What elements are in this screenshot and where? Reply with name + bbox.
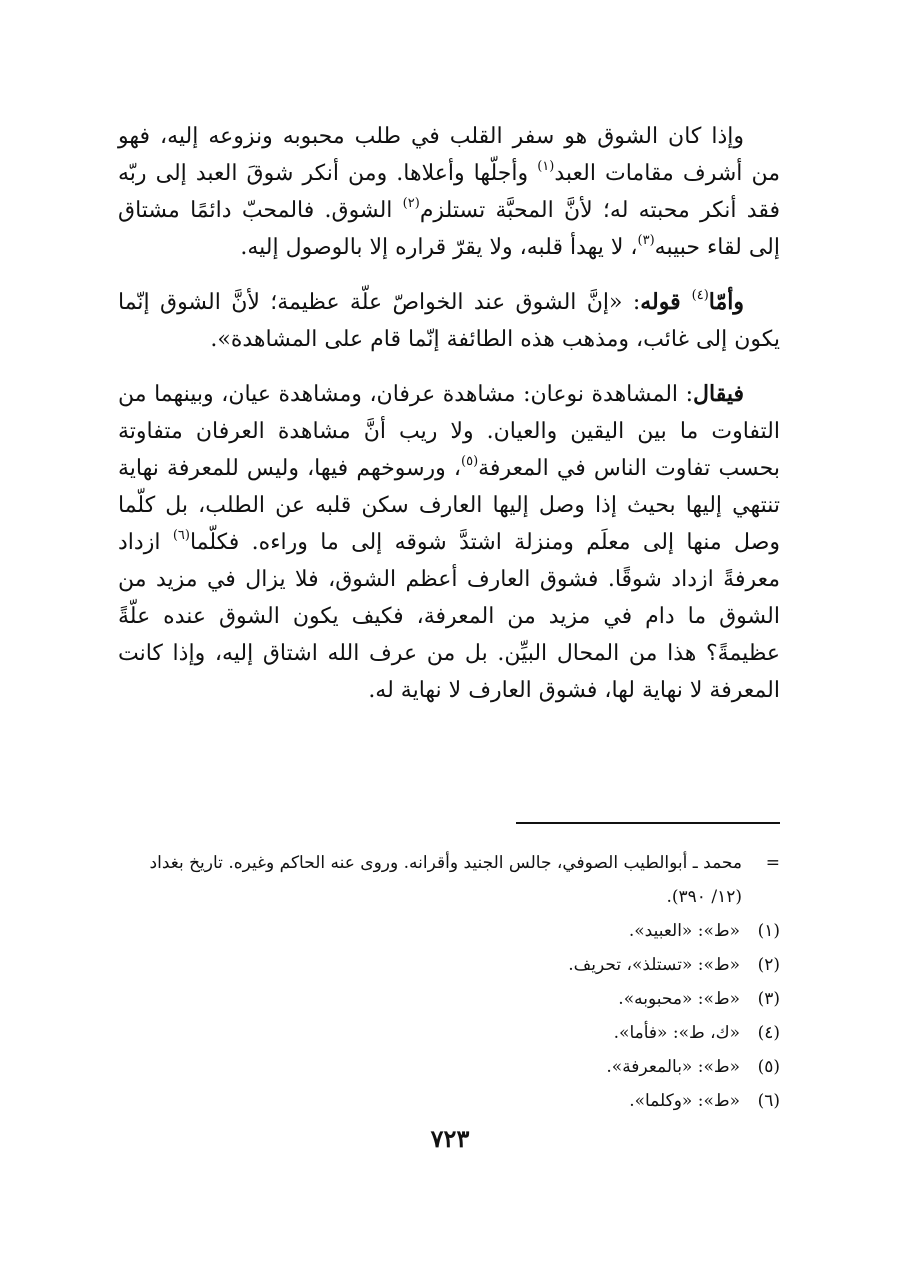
text-run: ، ورسوخهم فيها، وليس للمعرفة نهاية تنتهي إليها بحيث إذا وصل إليها العارف سكن قلبه عن الطلب، بل كلّما وصل منها إلى معلَم ومنزلة اشتدَّ شوقه إلى ما وراءه. فكلّما (118, 456, 781, 555)
footnotes (118, 846, 780, 1118)
lead-word: قوله (640, 289, 692, 315)
footnote-item (118, 1050, 780, 1084)
text-run: : «إنَّ الشوق عند الخواصّ علّة عظيمة؛ لأنَّ الشوق إنّما يكون إلى غائب، ومذهب هذه الطائفة إنّما قام على المشاهدة». (118, 290, 780, 352)
footnote-number: (٦) (757, 1091, 780, 1111)
footnote-divider (516, 822, 780, 824)
footnote-item (118, 982, 780, 1016)
text-run: وإذا كان الشوق هو سفر القلب في طلب محبوبه ونزوعه إليه، فهو من أشرف مقامات العبد (118, 124, 780, 186)
footnote-number: (٢) (757, 955, 780, 975)
lead-word: وأمّا (708, 289, 744, 315)
footnote-item (118, 1084, 780, 1118)
text-run: وأجلّها وأعلاها. ومن أنكر شوقَ العبد إلى ربّه فقد أنكر محبته له؛ لأنَّ المحبَّة تستلزم (118, 161, 780, 223)
lead-word: فيقال (693, 381, 744, 407)
footnote-number: (١) (757, 921, 780, 941)
footnote-item (118, 914, 780, 948)
footnote-ref-3: (٣) (637, 232, 655, 248)
footnote-number: (٥) (757, 1057, 780, 1077)
footnote-ref-6: (٦) (172, 527, 190, 543)
footnote-text: محمد ـ أبوالطيب الصوفي، جالس الجنيد وأقرانه. وروى عنه الحاكم وغيره. تاريخ بغداد (١٢/ ٣٩٠). (149, 853, 742, 907)
footnote-ref-1: (١) (537, 158, 555, 174)
footnote-continuation (118, 846, 780, 914)
footnote-item (118, 1016, 780, 1050)
paragraph-2 (118, 284, 780, 358)
footnote-ref-2: (٢) (402, 195, 420, 211)
continuation-mark: = (765, 853, 780, 873)
footnote-item (118, 948, 780, 982)
footnote-text: «ط»: «تستلذ»، تحريف. (568, 955, 740, 975)
text-run: : المشاهدة نوعان: مشاهدة عرفان، ومشاهدة عيان، وبينهما من التفاوت ما بين اليقين والعيان. ولا ريب أنَّ مشاهدة العرفان متفاوتة بحسب تفاوت الناس في المعرفة (118, 382, 781, 481)
footnote-text: «ط»: «العبيد». (628, 921, 740, 941)
text-run: الشوق. فالمحبّ دائمًا مشتاق إلى لقاء حبيبه (118, 198, 780, 260)
text-run: ازداد معرفةً ازداد شوقًا. فشوق العارف أعظم الشوق، فلا يزال في مزيد من الشوق ما دام في مزيد من المعرفة، فكيف يكون الشوق عنده علّةً عظيمةً؟ هذا من المحال البيِّن. بل من عرف الله اشتاق إليه، وإذا كانت المعرفة لا نهاية لها، فشوق العارف لا نهاية له. (118, 530, 781, 703)
main-text (118, 118, 780, 709)
page-number: ٧٢٣ (430, 1124, 470, 1153)
footnote-text: «ط»: «محبوبه». (618, 989, 740, 1009)
footnote-number: (٤) (757, 1023, 780, 1043)
footnote-number: (٣) (757, 989, 780, 1009)
footnote-text: «ط»: «وكلما». (629, 1091, 740, 1111)
text-run: ، لا يهدأ قلبه، ولا يقرّ قراره إلا بالوصول إليه. (240, 235, 638, 260)
paragraph-3 (118, 376, 780, 709)
footnote-ref-4: (٤) (691, 287, 709, 303)
footnote-text: «ك، ط»: «فأما». (613, 1023, 740, 1043)
footnote-ref-5: (٥) (461, 453, 479, 469)
paragraph-1 (118, 118, 780, 266)
footnote-text: «ط»: «بالمعرفة». (606, 1057, 740, 1077)
